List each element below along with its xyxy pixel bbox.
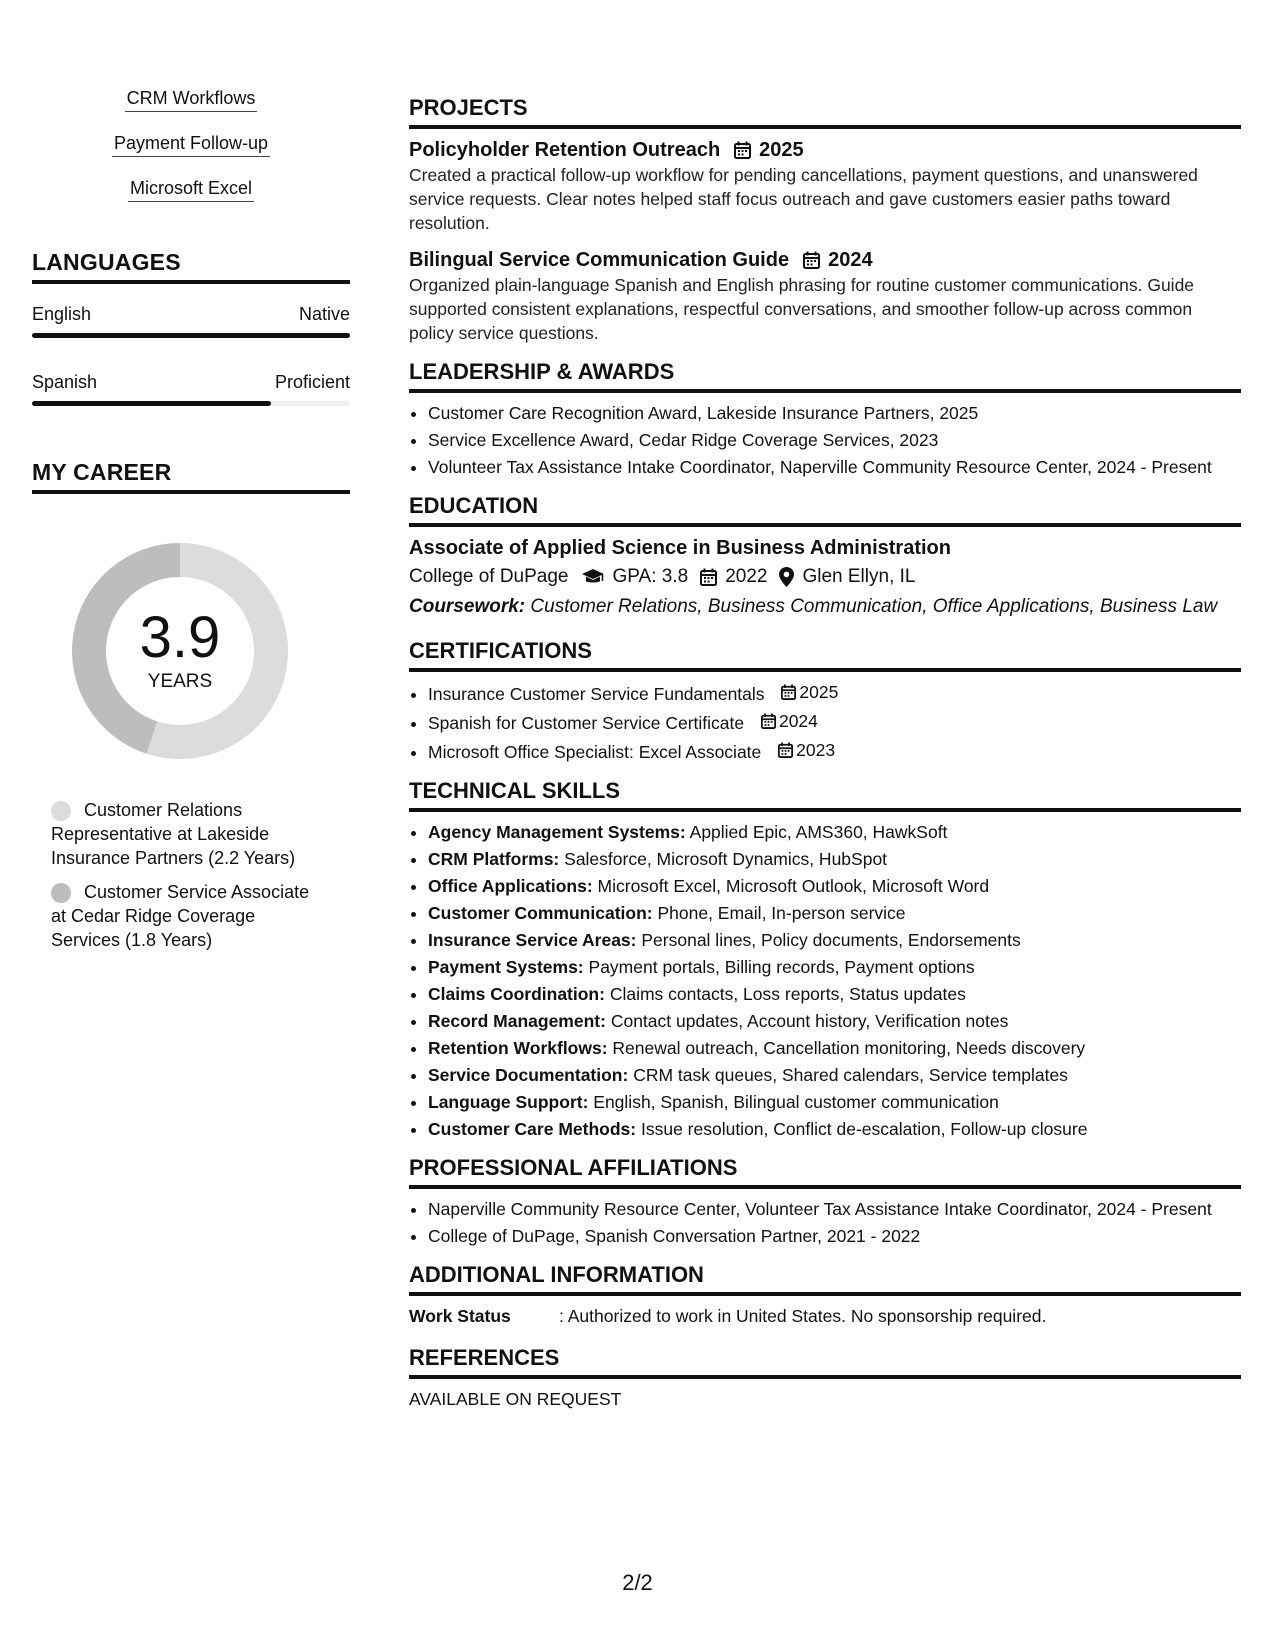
certification-name: Spanish for Customer Service Certificate: [428, 713, 745, 733]
list-item: [428, 955, 1241, 979]
skill-value: Applied Epic, AMS360, HawkSoft: [689, 822, 948, 842]
legend-dot: [51, 801, 71, 821]
skill-value: Renewal outreach, Cancellation monitoring, Needs discovery: [612, 1038, 1086, 1058]
career-total-unit: YEARS: [147, 671, 213, 692]
calendar-icon: [781, 684, 796, 700]
education-meta: [409, 563, 1241, 591]
career-legend-text: Customer Service Associate at Cedar Ridge Coverage Services (1.8 Years): [51, 882, 310, 950]
certification-year: 2023: [796, 740, 836, 760]
list-item: [428, 901, 1241, 925]
references-section: [409, 1344, 1241, 1411]
skill-label: Customer Communication:: [428, 903, 653, 923]
skill-value: Microsoft Excel, Microsoft Outlook, Microsoft Word: [597, 876, 990, 896]
certifications-section: [409, 637, 1241, 764]
calendar-icon: [734, 141, 751, 159]
list-item: • Customer Care Recognition Award, Lakeside Insurance Partners, 2025: [428, 401, 1241, 425]
skill-label: Claims Coordination:: [428, 984, 605, 1004]
skill-value: Personal lines, Policy documents, Endorsements: [641, 930, 1021, 950]
legend-dot: [51, 883, 71, 903]
project-year: 2025: [759, 139, 804, 161]
main-content: [409, 94, 1241, 1424]
calendar-icon: [803, 251, 820, 269]
list-item: [428, 847, 1241, 871]
skill-label: Service Documentation:: [428, 1065, 629, 1085]
language-name: English: [32, 304, 92, 324]
language-bar: [32, 333, 350, 338]
projects-heading: PROJECTS: [409, 94, 1241, 129]
skill-item: Microsoft Excel: [128, 176, 254, 202]
list-item: [428, 928, 1241, 952]
career-legend-text: Customer Relations Representative at Lakeside Insurance Partners (2.2 Years): [51, 800, 296, 868]
language-entry: [32, 370, 350, 406]
references-text: AVAILABLE ON REQUEST: [409, 1389, 622, 1409]
skill-value: English, Spanish, Bilingual customer communication: [593, 1092, 999, 1112]
education-coursework: [409, 595, 1241, 619]
skill-item: Payment Follow-up: [112, 131, 270, 157]
certifications-heading: CERTIFICATIONS: [409, 637, 1241, 672]
skill-label: Customer Care Methods:: [428, 1119, 637, 1139]
skill-value: CRM task queues, Shared calendars, Service templates: [633, 1065, 1068, 1085]
list-item: [428, 874, 1241, 898]
education-year: 2022: [725, 566, 768, 587]
additional-info-heading: ADDITIONAL INFORMATION: [409, 1261, 1241, 1296]
skill-value: Claims contacts, Loss reports, Status updates: [609, 984, 966, 1004]
project-description: Created a practical follow-up workflow for pending cancellations, payment questions, and unanswered service requests. Clear notes helped staff focus outreach and gave customers easier paths toward resolution.: [409, 165, 1198, 233]
career-heading: MY CAREER: [32, 458, 350, 494]
calendar-icon: [700, 568, 717, 586]
skill-value: Issue resolution, Conflict de-escalation, Follow-up closure: [640, 1119, 1088, 1139]
project-title: Bilingual Service Communication Guide: [409, 249, 790, 271]
skill-list: [32, 86, 350, 221]
education-section: [409, 492, 1241, 619]
certification-name: Microsoft Office Specialist: Excel Associate: [428, 742, 762, 762]
certification-year: 2025: [799, 682, 839, 702]
career-donut-chart: [67, 538, 293, 764]
list-item: • Service Excellence Award, Cedar Ridge Coverage Services, 2023: [428, 428, 1241, 452]
skill-item: CRM Workflows: [125, 86, 258, 112]
list-item: [428, 1090, 1241, 1114]
list-item: • College of DuPage, Spanish Conversation Partner, 2021 - 2022: [428, 1224, 1241, 1248]
project-entry: [409, 247, 1241, 345]
project-title: Policyholder Retention Outreach: [409, 139, 721, 161]
sidebar: [32, 86, 350, 962]
career-legend-item: [51, 880, 321, 952]
calendar-icon: [778, 742, 793, 758]
career-total-value: 3.9: [139, 605, 221, 670]
list-item: [428, 1117, 1241, 1141]
list-item: • Naperville Community Resource Center, Volunteer Tax Assistance Intake Coordinator, 2024 - Present: [428, 1197, 1241, 1221]
education-location: Glen Ellyn, IL: [802, 566, 916, 587]
career-legend-item: [51, 798, 321, 870]
skill-label: Retention Workflows:: [428, 1038, 608, 1058]
list-item: [428, 680, 1241, 706]
list-item: [428, 1063, 1241, 1087]
certification-year: 2024: [778, 711, 818, 731]
graduation-cap-icon: [581, 568, 605, 586]
project-entry: [409, 137, 1241, 235]
references-heading: REFERENCES: [409, 1344, 1241, 1379]
affiliations-section: [409, 1154, 1241, 1248]
coursework-text: Customer Relations, Business Communication, Office Applications, Business Law: [530, 596, 1218, 617]
skill-label: Language Support:: [428, 1092, 589, 1112]
list-item: [428, 709, 1241, 735]
education-heading: EDUCATION: [409, 492, 1241, 527]
skill-label: Office Applications:: [428, 876, 593, 896]
leadership-list: [409, 401, 1241, 479]
education-gpa: GPA: 3.8: [612, 566, 689, 587]
language-level: Native: [298, 304, 350, 324]
technical-skills-heading: TECHNICAL SKILLS: [409, 777, 1241, 812]
skill-label: Insurance Service Areas:: [428, 930, 637, 950]
skill-value: Phone, Email, In-person service: [657, 903, 906, 923]
skill-value: Payment portals, Billing records, Payment options: [588, 957, 975, 977]
education-degree: Associate of Applied Science in Business Administration: [409, 537, 951, 559]
work-status-label: Work Status: [409, 1306, 511, 1326]
list-item: • Volunteer Tax Assistance Intake Coordinator, Naperville Community Resource Center, 2024 - Present: [428, 455, 1241, 479]
list-item: [428, 1009, 1241, 1033]
list-item: [428, 820, 1241, 844]
skill-label: Agency Management Systems:: [428, 822, 686, 842]
work-status-value: : Authorized to work in United States. No sponsorship required.: [559, 1306, 1047, 1326]
technical-skills-list: [409, 820, 1241, 1141]
leadership-heading: LEADERSHIP & AWARDS: [409, 358, 1241, 393]
language-bar-fill: [32, 333, 350, 338]
language-entry: [32, 302, 350, 338]
skill-label: Record Management:: [428, 1011, 606, 1031]
additional-info-section: [409, 1261, 1241, 1328]
project-description: Organized plain-language Spanish and English phrasing for routine customer communications. Guide supported consistent explanations, respectful conversations, and smoother follow-up across common policy service questions.: [409, 275, 1195, 343]
language-level: Proficient: [274, 372, 350, 392]
coursework-label: Coursework:: [409, 596, 526, 617]
career-legend: [32, 798, 350, 952]
affiliations-heading: PROFESSIONAL AFFILIATIONS: [409, 1154, 1241, 1189]
projects-section: [409, 94, 1241, 345]
map-pin-icon: [779, 567, 794, 587]
skill-value: Salesforce, Microsoft Dynamics, HubSpot: [564, 849, 888, 869]
certifications-list: [409, 680, 1241, 764]
list-item: [428, 1036, 1241, 1060]
education-school: College of DuPage: [409, 566, 569, 587]
skill-label: CRM Platforms:: [428, 849, 560, 869]
certification-name: Insurance Customer Service Fundamentals: [428, 684, 765, 704]
skill-value: Contact updates, Account history, Verification notes: [610, 1011, 1009, 1031]
language-name: Spanish: [32, 372, 98, 392]
leadership-section: [409, 358, 1241, 479]
language-bar: [32, 401, 350, 406]
language-bar-fill: [32, 401, 271, 406]
project-year: 2024: [828, 249, 873, 271]
list-item: [428, 982, 1241, 1006]
page-number: 2/2: [622, 1570, 653, 1595]
list-item: [428, 738, 1241, 764]
skill-label: Payment Systems:: [428, 957, 584, 977]
affiliations-list: [409, 1197, 1241, 1248]
calendar-icon: [761, 713, 776, 729]
languages-list: [32, 302, 350, 406]
technical-skills-section: [409, 777, 1241, 1141]
languages-heading: LANGUAGES: [32, 248, 350, 284]
